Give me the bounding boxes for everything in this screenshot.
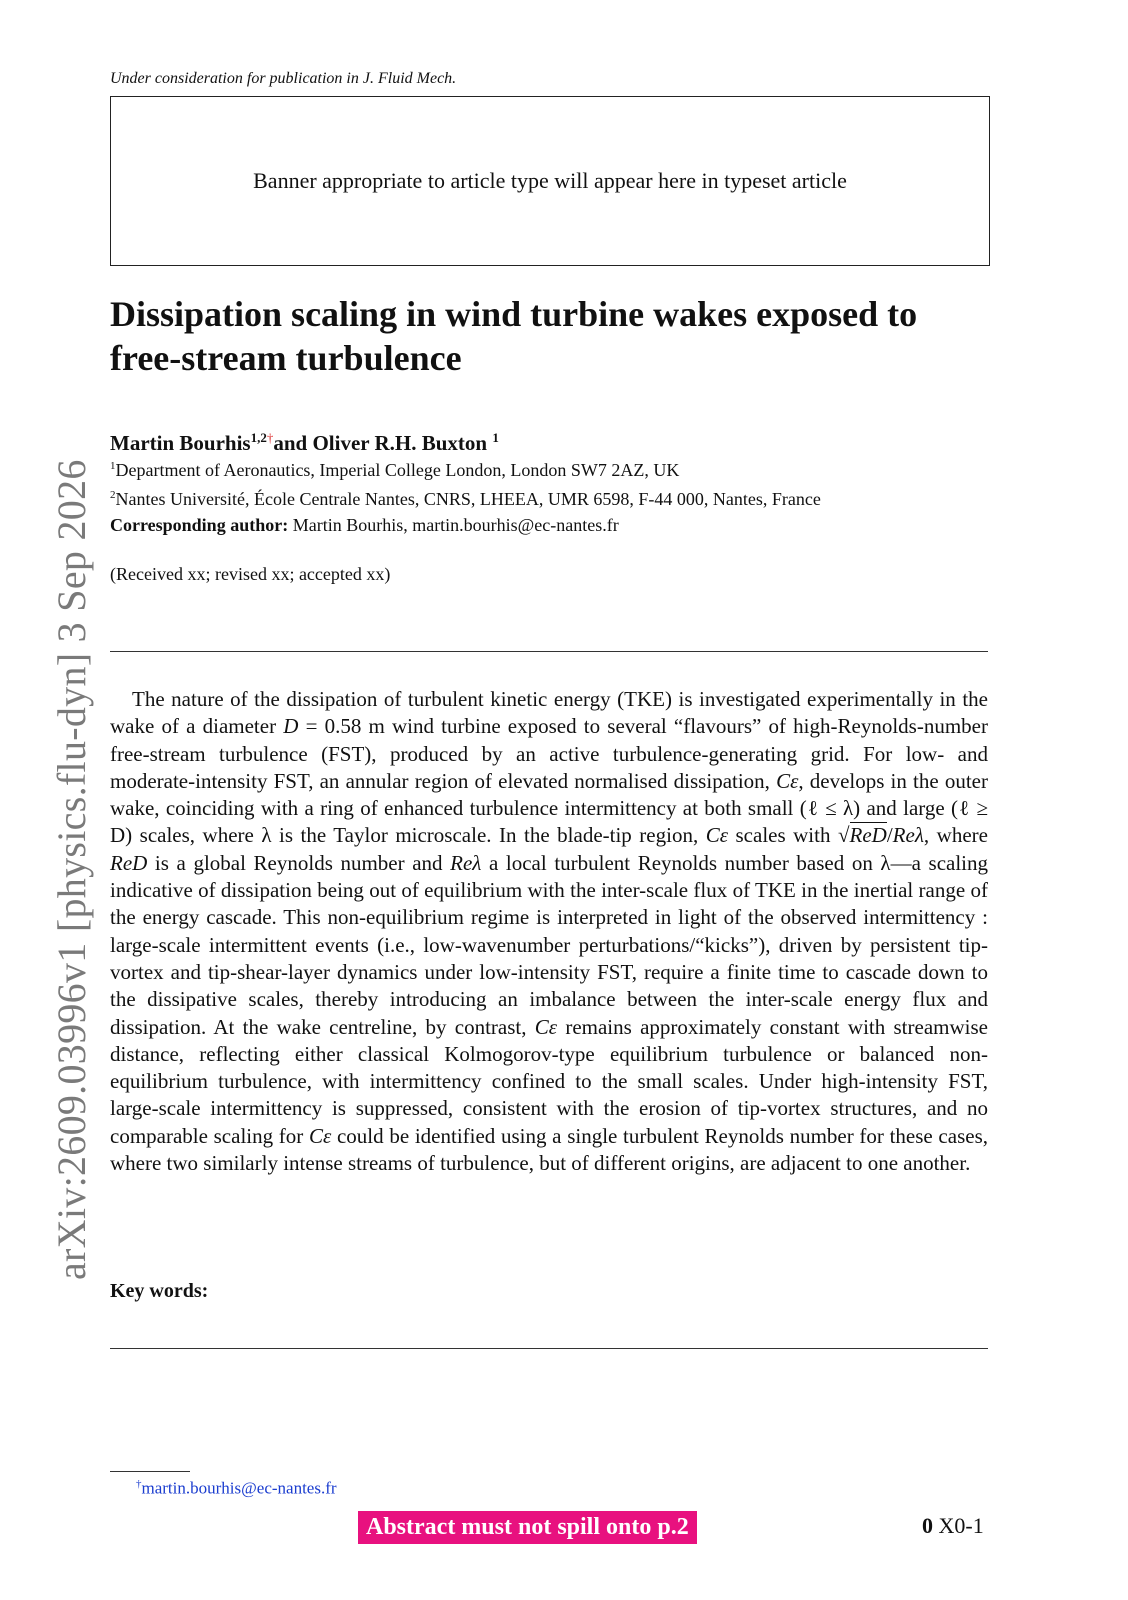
page-number [922,1513,984,1539]
top-divider [110,651,988,652]
affiliation-2-number: 2 [110,489,116,501]
footnote [136,1478,337,1499]
paper-title: Dissipation scaling in wind turbine wakes exposed to free-stream turbulence [110,294,918,378]
author-1-footnote-mark[interactable]: † [266,430,274,445]
author-1: Martin Bourhis [110,431,251,455]
bottom-divider [110,1348,988,1349]
author-2: and Oliver R.H. Buxton [273,431,493,455]
received-dates: (Received xx; revised xx; accepted xx) [110,564,391,584]
author-1-affiliation: 1,2 [250,430,267,445]
corresponding-label: Corresponding author: [110,515,289,535]
keywords-label: Key words: [110,1280,209,1302]
volume-number: 0 [922,1513,933,1538]
author-line [110,430,499,456]
journal-line: Under consideration for publication in J. Fluid Mech. [110,70,457,87]
affiliation-2 [110,489,821,510]
footnote-mark: † [136,1478,142,1490]
page-label: X0-1 [933,1513,984,1538]
footnote-rule [110,1471,190,1472]
corresponding-author [110,515,619,536]
author-2-affiliation: 1 [492,430,499,445]
footnote-email-link[interactable]: martin.bourhis@ec-nantes.fr [141,1478,337,1498]
banner-text: Banner appropriate to article type will appear here in typeset article [253,168,847,193]
abstract: The nature of the dissipation of turbulent kinetic energy (TKE) is investigated experimentally in the wake of a diameter D = 0.58 m wind turbine exposed to several “flavours” of high-Reynolds-number free-stream turbulence (FST), produced by an active turbulence-generating grid. For low- and moderate-intensity FST, an annular region of elevated normalised dissipation, Cε, develops in the outer wake, coinciding with a ring of enhanced turbulence intermittency at both small (ℓ ≤ λ) and large (ℓ ≥ D) scales, where λ is the Taylor microscale. In the blade-tip region, Cε scales with √ReD/Reλ, where ReD is a global Reynolds number and Reλ a local turbulent Reynolds number based on λ—a scaling indicative of dissipation being out of equilibrium with the inter-scale flux of TKE in the inertial range of the energy cascade. This non-equilibrium regime is interpreted in light of the observed intermittency : large-scale intermittent events (i.e., low-wavenumber perturbations/“kicks”), driven by persistent tip-vortex and tip-shear-layer dynamics under low-intensity FST, require a finite time to cascade down to the dissipative scales, thereby introducing an imbalance between the inter-scale energy flux and dissipation. At the wake centreline, by contrast, Cε remains approximately constant with streamwise distance, reflecting either classical Kolmogorov-type equilibrium turbulence or balanced non-equilibrium turbulence, with intermittency confined to the small scales. Under high-intensity FST, large-scale intermittency is suppressed, consistent with the erosion of tip-vortex structures, and no comparable scaling for Cε could be identified using a single turbulent Reynolds number for these cases, where two similarly intense streams of turbulence, but of different origins, are adjacent to one another. [110,687,989,1176]
affiliation-2-text: Nantes Université, École Centrale Nantes, CNRS, LHEEA, UMR 6598, F-44 000, Nantes, France [115,489,821,509]
corresponding-text: Martin Bourhis, martin.bourhis@ec-nantes.fr [288,515,619,535]
affiliation-1 [110,460,679,481]
article-banner [110,96,990,266]
arxiv-stamp: arXiv:2609.03996v1 [physics.flu-dyn] 3 Sep 2026 [49,459,94,1280]
spill-warning-badge: Abstract must not spill onto p.2 [358,1511,697,1544]
affiliation-1-number: 1 [110,460,116,472]
affiliation-1-text: Department of Aeronautics, Imperial College London, London SW7 2AZ, UK [115,460,680,480]
